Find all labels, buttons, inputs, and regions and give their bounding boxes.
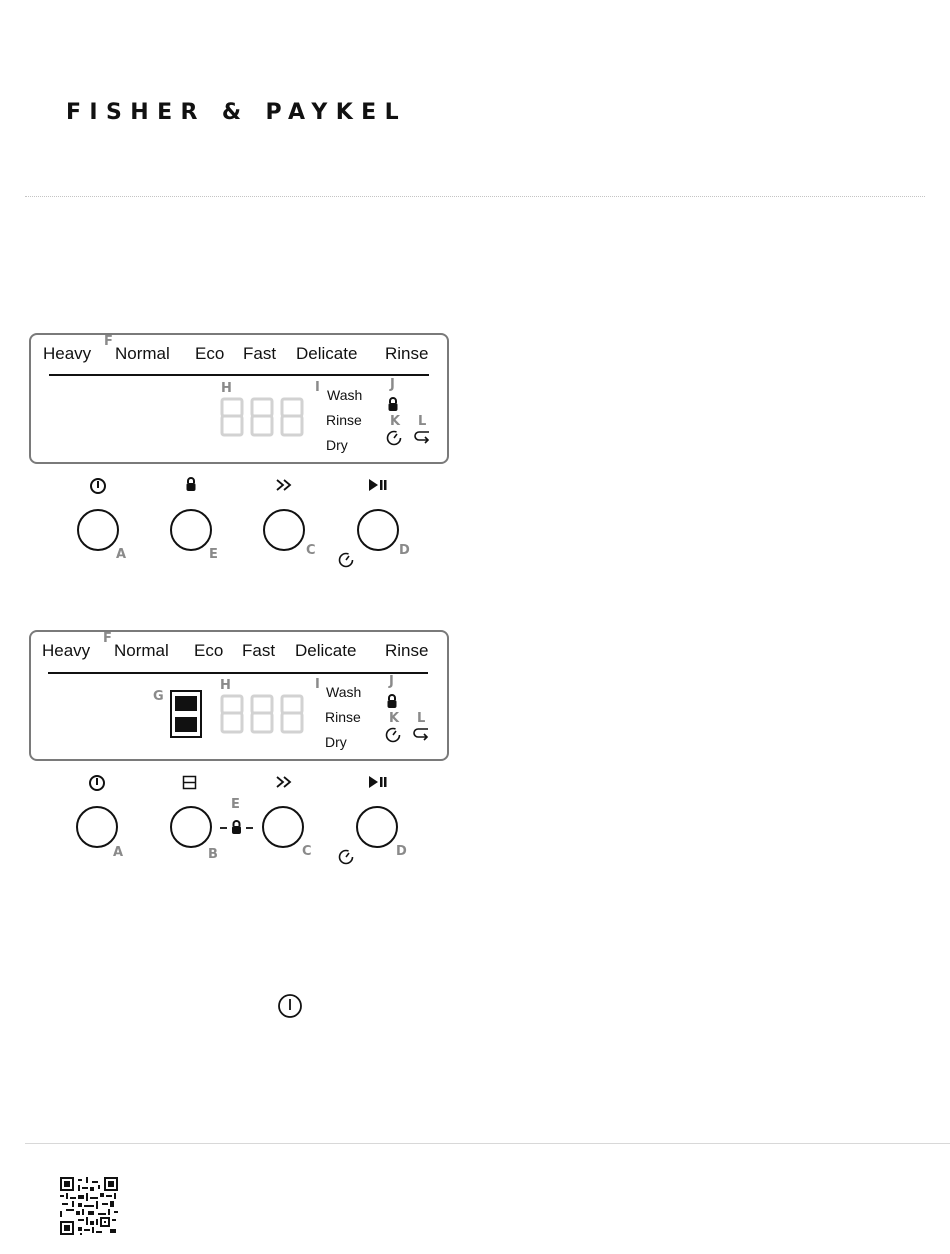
program-heavy: Heavy bbox=[42, 641, 91, 660]
play-pause-icon bbox=[368, 775, 388, 789]
program-underline bbox=[49, 374, 429, 376]
program-underline bbox=[48, 672, 428, 674]
delay-timer-icon bbox=[384, 726, 402, 744]
callout-c: C bbox=[306, 543, 316, 558]
callout-l: L bbox=[418, 414, 427, 429]
callout-d: D bbox=[399, 543, 410, 558]
combo-lock-icon bbox=[219, 818, 255, 836]
callout-e: E bbox=[231, 797, 240, 812]
power-button[interactable] bbox=[76, 806, 118, 848]
half-load-button[interactable] bbox=[170, 806, 212, 848]
callout-a: A bbox=[116, 547, 127, 562]
status-dry: Dry bbox=[325, 734, 347, 750]
callout-d: D bbox=[396, 844, 407, 859]
fast-forward-icon bbox=[275, 775, 293, 789]
fast-forward-icon bbox=[275, 478, 293, 492]
callout-k: K bbox=[390, 414, 401, 429]
status-rinse: Rinse bbox=[325, 709, 361, 725]
status-rinse: Rinse bbox=[326, 412, 362, 428]
delay-timer-icon bbox=[337, 551, 355, 569]
header-divider bbox=[25, 196, 925, 197]
callout-l: L bbox=[417, 711, 426, 726]
callout-k: K bbox=[389, 711, 400, 726]
delay-timer-icon bbox=[337, 848, 355, 866]
program-fast: Fast bbox=[242, 641, 276, 660]
brand-logo: FISHER & PAYKEL bbox=[66, 100, 407, 125]
program-rinse: Rinse bbox=[385, 344, 429, 363]
status-dry: Dry bbox=[326, 437, 348, 453]
callout-h: H bbox=[220, 678, 231, 693]
start-pause-button[interactable] bbox=[356, 806, 398, 848]
program-eco: Eco bbox=[195, 344, 225, 363]
callout-j: J bbox=[390, 377, 395, 392]
program-eco: Eco bbox=[194, 641, 224, 660]
program-rinse: Rinse bbox=[385, 641, 429, 660]
callout-b: B bbox=[208, 847, 218, 862]
callout-f: F bbox=[104, 334, 113, 349]
repeat-icon bbox=[412, 726, 432, 742]
delay-timer-icon bbox=[385, 429, 403, 447]
fast-forward-button[interactable] bbox=[263, 509, 305, 551]
fast-forward-button[interactable] bbox=[262, 806, 304, 848]
program-normal: Normal bbox=[114, 641, 169, 660]
seven-segment-display bbox=[218, 394, 310, 440]
power-icon bbox=[88, 774, 106, 792]
callout-i: I bbox=[315, 380, 320, 395]
play-pause-icon bbox=[368, 478, 388, 492]
lock-icon bbox=[185, 476, 197, 492]
callout-e: E bbox=[209, 547, 218, 562]
half-load-icon bbox=[182, 775, 198, 790]
lock-button[interactable] bbox=[170, 509, 212, 551]
lock-icon bbox=[386, 693, 398, 709]
callout-f: F bbox=[103, 631, 112, 646]
program-normal: Normal bbox=[115, 344, 170, 363]
lock-icon bbox=[387, 396, 399, 412]
callout-a: A bbox=[113, 845, 124, 860]
program-fast: Fast bbox=[243, 344, 277, 363]
half-load-indicator bbox=[170, 690, 202, 738]
power-icon bbox=[277, 993, 303, 1019]
program-delicate: Delicate bbox=[296, 344, 358, 363]
seven-segment-display bbox=[218, 691, 310, 737]
callout-i: I bbox=[315, 677, 320, 692]
power-button[interactable] bbox=[77, 509, 119, 551]
callout-h: H bbox=[221, 381, 232, 396]
callout-j: J bbox=[389, 674, 394, 689]
callout-g: G bbox=[153, 689, 164, 704]
qr-code[interactable] bbox=[60, 1177, 118, 1235]
status-wash: Wash bbox=[326, 684, 362, 700]
program-heavy: Heavy bbox=[43, 344, 92, 363]
footer-divider bbox=[25, 1143, 950, 1144]
power-icon bbox=[89, 477, 107, 495]
program-delicate: Delicate bbox=[295, 641, 357, 660]
status-wash: Wash bbox=[327, 387, 363, 403]
repeat-icon bbox=[413, 429, 433, 445]
start-pause-button[interactable] bbox=[357, 509, 399, 551]
callout-c: C bbox=[302, 844, 312, 859]
